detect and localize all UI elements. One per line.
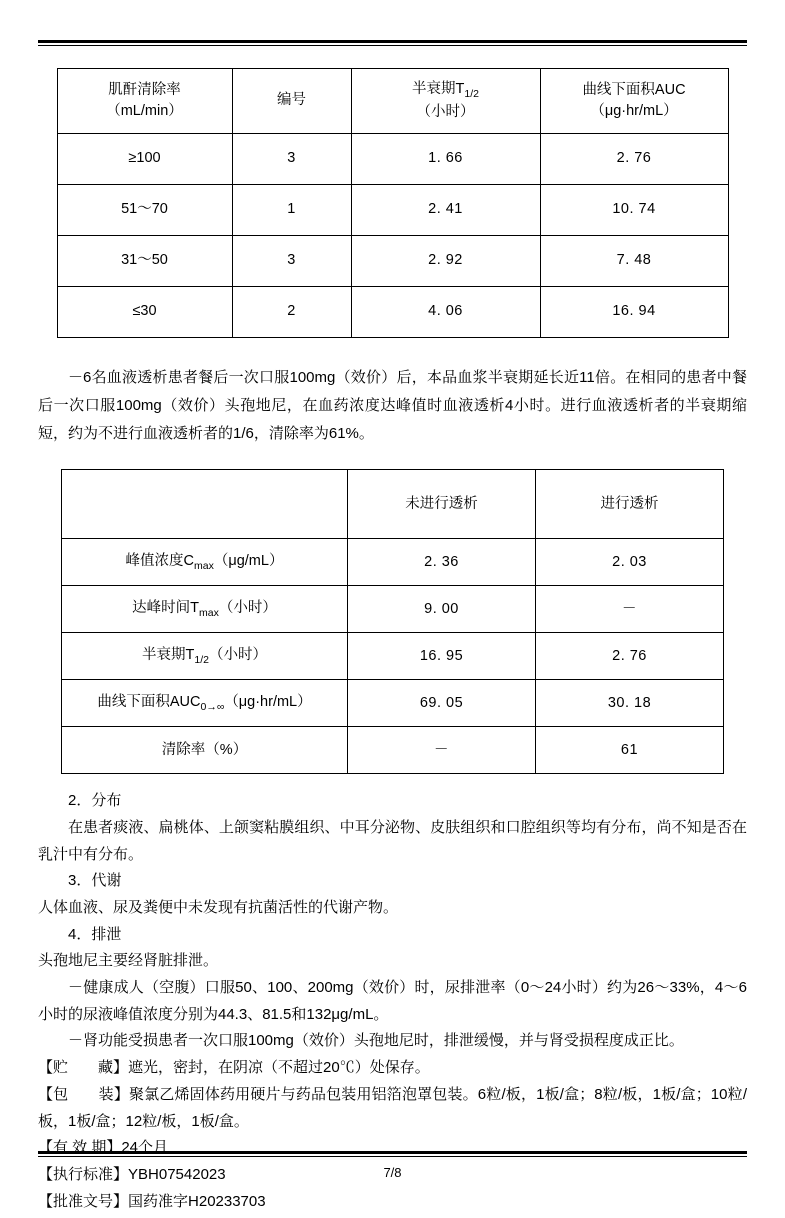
row-label-text: 达峰时间T — [132, 599, 199, 616]
header-auc-line2: （μg·hr/mL） — [590, 103, 678, 119]
spec-shelf-life-label: 【有 效 期】 — [38, 1139, 122, 1157]
row-label-text: 清除率（%） — [161, 741, 248, 758]
row-label-subscript: max — [194, 559, 214, 572]
cell-half-life: 4. 06 — [351, 287, 540, 338]
row-label-subscript: 1/2 — [194, 653, 209, 666]
header-half-life-line1 — [356, 79, 536, 102]
header-cell-no-dialysis: 未进行透析 — [348, 470, 536, 539]
cell-dialysis: 2. 03 — [536, 539, 724, 586]
row-label-auc — [62, 680, 348, 727]
header-half-life-subscript: 1/2 — [464, 87, 479, 100]
section-text-metabolism: 人体血液、尿及粪便中未发现有抗菌活性的代谢产物。 — [38, 899, 399, 916]
spec-approval-label: 【批准文号】 — [38, 1192, 129, 1210]
header-cell-half-life — [351, 69, 540, 134]
header-cell-dialysis: 进行透析 — [536, 470, 724, 539]
row-label-text: 半衰期T — [142, 646, 195, 663]
document-page — [0, 40, 785, 1218]
cell-number: 3 — [232, 236, 351, 287]
dialysis-paragraph: －6名血液透析患者餐后一次口服100mg（效价）后，本品血浆半衰期延长近11倍。在相同的患者中餐后一次口服100mg（效价）头孢地尼，在血药浓度达峰值时血液透析4小时。进行血液透析者的半衰期缩短，约为不进行血液透析者的1/6，清除率为61%。 — [38, 369, 747, 442]
row-label-unit: （小时） — [208, 646, 267, 663]
cell-no-dialysis: 9. 00 — [348, 586, 536, 633]
cell-auc: 2. 76 — [540, 134, 728, 185]
spec-packaging-value: 聚氯乙烯固体药用硬片与药品包装用铝箔泡罩包装。6粒/板，1板/盒；8粒/板，1板/盒；10粒/板，1板/盒；12粒/板，1板/盒。 — [38, 1085, 747, 1130]
cell-number: 1 — [232, 185, 351, 236]
row-label-unit: （小时） — [218, 599, 277, 616]
pharmacokinetics-table-dialysis — [61, 469, 724, 774]
cell-auc: 16. 94 — [540, 287, 728, 338]
header-clearance-line1: 肌酐清除率 — [108, 81, 181, 98]
row-label-unit: （μg/mL） — [213, 552, 284, 569]
cell-dialysis: 61 — [536, 727, 724, 774]
cell-auc: 10. 74 — [540, 185, 728, 236]
section-heading-distribution: 2．分布 — [68, 792, 122, 810]
header-cell-corner — [62, 470, 348, 539]
table-row — [57, 287, 728, 338]
pharmacokinetics-table-renal — [57, 68, 729, 338]
table-row — [57, 185, 728, 236]
header-cell-auc — [540, 69, 728, 134]
header-auc-line1: 曲线下面积AUC — [582, 81, 686, 98]
table-row — [62, 586, 724, 633]
cell-no-dialysis: 69. 05 — [348, 680, 536, 727]
row-label-subscript: max — [199, 606, 219, 619]
cell-number: 2 — [232, 287, 351, 338]
row-label-cmax — [62, 539, 348, 586]
cell-no-dialysis: 2. 36 — [348, 539, 536, 586]
header-clearance-line2: （mL/min） — [106, 103, 183, 119]
spec-standard-label: 【执行标准】 — [38, 1165, 129, 1183]
spec-standard-value: YBH07542023 — [128, 1165, 226, 1183]
section-text-distribution: 在患者痰液、扁桃体、上颌窦粘膜组织、中耳分泌物、皮肤组织和口腔组织等均有分布，尚不知是否在乳汁中有分布。 — [38, 818, 747, 863]
table-row — [62, 539, 724, 586]
row-label-unit: （μg·hr/mL） — [224, 693, 312, 710]
spec-approval-number — [38, 1189, 747, 1216]
excretion-item-healthy-adults: －健康成人（空腹）口服50、100、200mg（效价）时，尿排泄率（0～24小时）约为26～33%，4～6小时的尿液峰值浓度分别为44.3、81.5和132μg/mL。 — [38, 979, 747, 1023]
cell-auc: 7. 48 — [540, 236, 728, 287]
page-footer-area — [38, 1143, 747, 1180]
spec-shelf-life-value: 24个月 — [121, 1139, 169, 1157]
spec-approval-value: 国药准字H20233703 — [128, 1192, 266, 1210]
section-heading-excretion: 4．排泄 — [68, 925, 122, 943]
cell-clearance: ≤30 — [57, 287, 232, 338]
header-half-life-text: 半衰期T — [412, 80, 465, 97]
row-label-clearance-rate — [62, 727, 348, 774]
cell-dialysis: － — [536, 586, 724, 633]
cell-no-dialysis: 16. 95 — [348, 633, 536, 680]
table-header-row — [62, 470, 724, 539]
cell-clearance: 31～50 — [57, 236, 232, 287]
cell-no-dialysis: － — [348, 727, 536, 774]
spec-storage-label: 【贮 藏】 — [38, 1059, 129, 1077]
section-heading-metabolism: 3．代谢 — [68, 872, 122, 890]
table-row — [57, 134, 728, 185]
spec-packaging — [38, 1082, 747, 1135]
row-label-tmax — [62, 586, 348, 633]
header-cell-number: 编号 — [232, 69, 351, 134]
row-label-half-life — [62, 633, 348, 680]
spec-storage-value: 遮光，密封，在阴凉（不超过20℃）处保存。 — [128, 1059, 430, 1077]
table-row — [62, 633, 724, 680]
cell-half-life: 1. 66 — [351, 134, 540, 185]
cell-half-life: 2. 92 — [351, 236, 540, 287]
cell-clearance: 51～70 — [57, 185, 232, 236]
bottom-divider — [38, 1151, 747, 1157]
row-label-text: 峰值浓度C — [125, 552, 195, 569]
table-row — [62, 727, 724, 774]
spec-storage — [38, 1055, 747, 1082]
excretion-item-renal-impairment: －肾功能受损患者一次口服100mg（效价）头孢地尼时，排泄缓慢，并与肾受损程度成正比。 — [68, 1032, 684, 1050]
cell-dialysis: 2. 76 — [536, 633, 724, 680]
row-label-text: 曲线下面积AUC — [97, 693, 201, 710]
header-cell-clearance — [57, 69, 232, 134]
cell-number: 3 — [232, 134, 351, 185]
table-header-row — [57, 69, 728, 134]
cell-dialysis: 30. 18 — [536, 680, 724, 727]
table-row — [57, 236, 728, 287]
cell-half-life: 2. 41 — [351, 185, 540, 236]
spec-packaging-label: 【包 装】 — [38, 1085, 129, 1103]
cell-clearance: ≥100 — [57, 134, 232, 185]
header-half-life-line2: （小时） — [416, 104, 475, 121]
row-label-subscript: 0→∞ — [200, 700, 225, 713]
top-divider — [38, 40, 747, 46]
table-row — [62, 680, 724, 727]
section-text-excretion: 头孢地尼主要经肾脏排泄。 — [38, 952, 219, 970]
page-number: 7/8 — [383, 1165, 402, 1180]
